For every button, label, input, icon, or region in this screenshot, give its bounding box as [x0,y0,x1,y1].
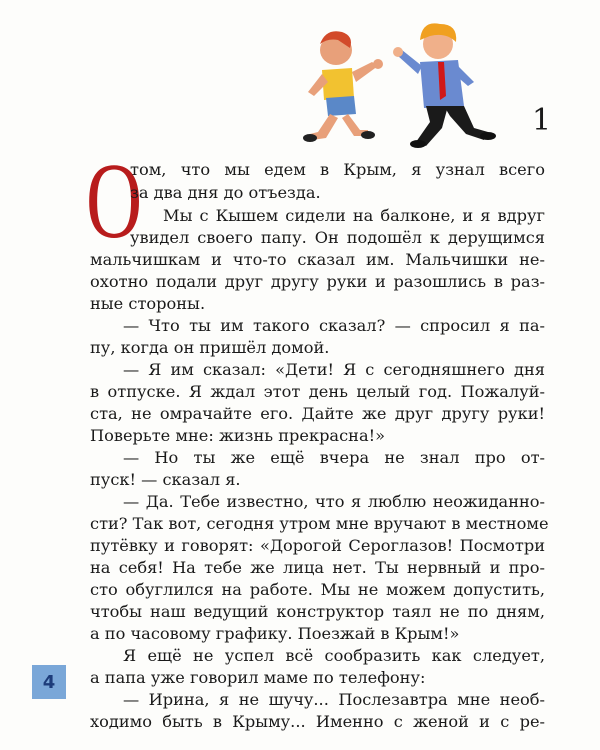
text-line: ста, не омрачайте его. Дайте же друг другу руки! [90,404,545,423]
text-line: — Что ты им такого сказал? — спросил я па- [123,316,545,335]
text-line: за два дня до отъезда. [130,183,321,202]
drop-cap-letter: О [86,142,143,261]
page-number-badge: 4 [32,665,66,699]
text-line: охотно подали друг другу руки и разошлись в раз- [90,272,545,291]
text-line: в отпуске. Я ждал этот день целый год. Пожалуй- [90,382,545,401]
text-line: сти? Так вот, сегодня утром мне вручают в местноме [90,514,549,533]
text-line: а папа уже говорил маме по телефону: [90,668,426,687]
text-line: пуск! — сказал я. [90,470,241,489]
text-line: увидел своего папу. Он подошёл к дерущимся [130,228,545,247]
text-line: ходимо быть в Крыму... Именно с женой и с ре- [90,712,545,731]
text-line: сто обуглился на работе. Мы не можем допустить, [90,580,545,599]
text-line: Поверьте мне: жизнь прекрасна!» [90,426,386,445]
text-line: Мы с Кышем сидели на балконе, и я вдруг [163,206,545,225]
boy-right-figure [393,23,496,148]
text-line: мальчишкам и что-то сказал им. Мальчишки не- [90,250,545,269]
text-line: Я ещё не успел всё сообразить как следует, [123,646,545,665]
fighting-boys-illustration [298,10,508,150]
text-line: том, что мы едем в Крым, я узнал всего [130,160,545,179]
chapter-number: 1 [532,103,552,138]
text-line: пу, когда он пришёл домой. [90,338,330,357]
boy-left-figure [303,31,383,142]
text-line: ные стороны. [90,294,206,313]
text-line: — Но ты же ещё вчера не знал про от- [123,448,545,467]
text-line: — Я им сказал: «Дети! Я с сегодняшнего дня [123,360,545,379]
text-line: чтобы наш ведущий конструктор таял не по дням, [90,602,545,621]
text-line: — Да. Тебе известно, что я люблю неожиданно- [123,492,545,511]
text-line: — Ирина, я не шучу... Послезавтра мне необ- [123,690,545,709]
text-line: путёвку и говорят: «Дорогой Сероглазов! Посмотри [90,536,545,555]
text-line: на себя! На тебе же лица нет. Ты нервный и про- [90,558,545,577]
text-line: а по часовому графику. Поезжай в Крым!» [90,624,460,643]
